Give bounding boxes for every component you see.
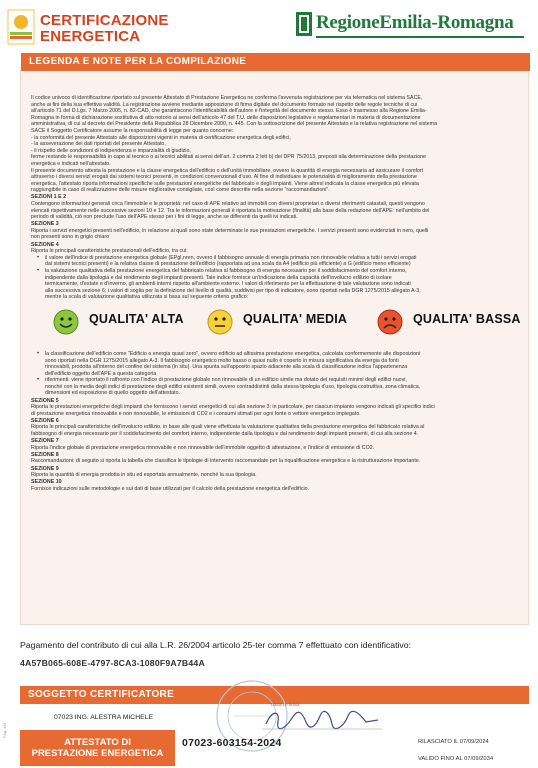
section-8-title: SEZIONE 8 xyxy=(31,451,59,458)
legend-line: Riporta le principali caratteristiche dell'involucro edilizio, in base alle quali viene effettuata la valutazione qualitativa della prestazione energetica del fabbricato relativa al xyxy=(31,424,425,431)
section-3-text xyxy=(31,228,521,241)
legend-line: Il presente documento attesta la prestazione e la classe energetica dell'edificio o dell'unità immobiliare, ovvero la quantità di energia necessaria ad assicurare il comfort xyxy=(31,167,424,174)
validity-dates xyxy=(418,734,493,768)
section-9-title: SEZIONE 9 xyxy=(31,465,59,472)
section-7-title: SEZIONE 7 xyxy=(31,438,59,445)
legend-line: mentre la scala di valutazione qualitativa utilizzata si basa sul seguente criterio grafico: xyxy=(45,294,249,301)
quality-low-label: QUALITA' BASSA xyxy=(413,311,521,326)
happy-face-green-icon xyxy=(53,309,79,335)
signature-icon xyxy=(262,708,382,732)
footer-title-line2: PRESTAZIONE ENERGETICA xyxy=(31,748,164,759)
payment-text: Pagamento del contributo di cui alla L.R. 26/2004 articolo 25-ter comma 7 effettuato con identificativo: xyxy=(20,640,412,650)
legend-line: sono riportati nella DGR 1275/2015 allegato A-3. Il fabbisogno energetico molto basso o quasi nullo è coperto in misura significativa da energia da fonti xyxy=(45,357,399,364)
quality-medium-label: QUALITA' MEDIA xyxy=(243,311,348,326)
sad-face-red-icon xyxy=(377,309,403,335)
legend-line: elencati rispettivamente nelle successive sezioni 10 e 12. Tra le informazioni generali è riportata la motivazione (finalità) alla base della redazione dell'APE: nell'ambito del xyxy=(31,207,430,214)
legend-line: raggiungibile in caso di realizzazione delle misure migliorative consigliate, così come descritte nella sezione "raccomandazioni". xyxy=(31,187,330,194)
legend-title: LEGENDA E NOTE PER LA COMPILAZIONE xyxy=(29,56,247,67)
page-number: Pag. 4/4 xyxy=(2,723,7,738)
legend-text xyxy=(31,95,521,492)
payment-id: 4A57B065-608E-4797-8CA3-1080F9A7B44A xyxy=(20,658,205,668)
legend-line: • riferimenti: viene riportato il raffronto con l'indice di prestazione globale non rinnovabile di un edificio simile ma dotato dei requisiti minimi degli edifici nuovi, xyxy=(45,377,407,384)
legend-line: • il valore dell'indice di prestazione energetica globale (EPgl,nren, ovvero il fabbisogno annuale di energia primaria non rinnovabile relativa a tutti i servizi erogati xyxy=(45,254,417,261)
region-underline xyxy=(316,36,524,38)
section-5-text xyxy=(31,404,521,417)
legend-line: - la conformità del presente Attestato alle disposizioni vigenti in materia di certificazione energetica degli edifici, xyxy=(31,134,291,141)
legend-line: nonché con la media degli indici di prestazione degli edifici esistenti simili, ovvero contraddistinti dalla stessa tipologia d'uso, tipologia costruttiva, zona climatica, xyxy=(45,383,421,390)
section-4-title: SEZIONE 4 xyxy=(31,241,59,248)
legend-line: Contengono informazioni generali circa l'immobile e le proprietà: nel caso di APE relativo ad immobili con diversi proprietari o diversi riferimenti catastali, questi vengono xyxy=(31,201,425,207)
certificazione-energetica-logo xyxy=(6,8,246,48)
section-3-title: SEZIONE 3 xyxy=(31,221,59,228)
legend-line: • la classificazione dell'edificio come "Edificio a energia quasi zero", ovvero edificio ad altissima prestazione energetica, calcolata conformemente alle disposizioni xyxy=(45,350,421,357)
legend-line: Riporta i servizi energetici presenti nell'edificio, in relazione ai quali sono state determinate le sue prestazioni energetiche. I servizi presenti sono evidenziati in nero, quelli xyxy=(31,227,429,234)
quality-high-label: QUALITA' ALTA xyxy=(89,311,184,326)
legend-line: energetica, l'attestato riporta informazioni specifiche sulle prestazioni energetiche del fabbricato e degli impianti. Viene altresì indicata la classe energetica più elevata xyxy=(31,180,419,187)
footer-title-bar xyxy=(20,730,175,766)
certifier-name: 07023 ING. ALESTRA MICHELE xyxy=(54,714,153,721)
logo-title xyxy=(40,13,169,45)
legend-line: attraverso i diversi servizi erogati dai sistemi tecnici presenti, in condizioni convenzionali d'uso. Al fine di individuare le potenzialità di miglioramento della prestazione xyxy=(31,174,417,181)
legend-panel xyxy=(20,56,529,625)
legend-line: • la valutazione qualitativa della prestazione energetica del fabbricato relativa al fabbisogno di energia necessario per il soddisfacimento del comfort interno, xyxy=(45,267,407,274)
legend-line: dell'edificio oggetto dell'APE a questa categoria xyxy=(45,370,157,377)
legend-line: - il rispetto delle condizioni di indipendenza e imparzialità di giudizio, xyxy=(31,147,191,154)
section-9-text: Riporta la quantità di energia prodotta in situ ed esportata annualmente, nonché la sua tipologia. xyxy=(31,472,257,479)
footer-title-line1: ATTESTATO DI xyxy=(64,737,131,748)
signature-label: Timbro e firma xyxy=(270,702,299,707)
section-4-bullet-epgl xyxy=(31,255,521,268)
logo-title-line2: ENERGETICA xyxy=(40,28,141,45)
section-1-2-text xyxy=(31,201,521,221)
section-4-bullet-references xyxy=(31,377,521,397)
section-1-2-title: SEZIONI 1 E 2 xyxy=(31,194,67,201)
valid-until-date: VALIDO FINO AL 07/09/2034 xyxy=(418,756,494,762)
legend-line: rinnovabili, prodotta all'interno del confine del sistema (in situ). Una spunta sull'apposito spazio adiacente alla scala di classificazione indica l'appartenenza xyxy=(45,364,408,371)
quality-scale xyxy=(31,305,521,345)
energy-sun-icon xyxy=(6,8,36,46)
logo-title-line1: CERTIFICAZIONE xyxy=(40,12,169,29)
legend-title-bar xyxy=(21,53,530,71)
legend-line: alla successiva sezione 6; i valori di soglia per la definizione del livello di qualità, suddivisi per tipo di indicatore, sono riportati nella DGR 1275/2015 allegato A-3, xyxy=(45,287,421,294)
regione-emilia-romagna-logo xyxy=(296,10,528,40)
region-name: RegioneEmilia-Romagna xyxy=(316,12,514,33)
legend-line: non presenti sono in grigio chiaro xyxy=(31,234,110,241)
legend-line: energetica e indicati nell'attestato. xyxy=(31,160,111,167)
section-10-title: SEZIONE 10 xyxy=(31,479,62,486)
legend-line: periodo di validità, ciò non preclude l'uso dell'APE stesso per i fini di legge, anche se differenti da quelli ivi indicati. xyxy=(31,214,298,221)
section-6-text xyxy=(31,424,521,437)
legend-line: di prestazione energetica rinnovabile e non rinnovabile, le emissioni di CO2 e i consumi stimati per ogni fonte o vettore energetico impiegato. xyxy=(31,410,361,417)
page-header xyxy=(0,0,538,52)
legend-line: Riporta le prestazioni energetiche degli impianti che forniscono i servizi energetici di cui alla sezione 3: in particolare, per ciascun impianto vengono indicati gli specifici indici xyxy=(31,404,435,411)
section-6-title: SEZIONE 6 xyxy=(31,417,59,424)
certificate-code: 07023-603154-2024 xyxy=(182,737,282,749)
legend-line: ferme restando le responsabilità in capo al tecnico o ai tecnici abilitati ai sensi dell'art. 2 comma 2 lett b) del DPR 75/2013, preposti alla determinazione della prestazione xyxy=(31,154,426,161)
section-4-text: Riporta le principali caratteristiche prestazionali dell'edificio, tra cui: xyxy=(31,248,188,255)
legend-line: termicamente, d'estate e d'inverno, gli ambienti interni rispetto all'ambiente esterno. I valori di riferimento per la effettuazione di tale valutazione sono indicati xyxy=(45,281,411,288)
legend-line: SACE il Soggetto Certificatore assume la responsabilità di legge per quanto concerne: xyxy=(31,127,234,134)
legend-line: amministrativa, di cui al decreto del Presidente della Repubblica 28 Dicembre 2000, n. 445. Con la sottoscrizione del presente Attestato e la relativa registrazione nel sistema xyxy=(31,121,438,128)
section-4-bullet-nzeb xyxy=(31,351,521,377)
section-4-bullet-quality xyxy=(31,268,521,301)
region-emblem-icon xyxy=(296,12,312,36)
legend-line: Il codice univoco di identificazione riportato sul presente Attestato di Prestazione Energetica ne conferma l'avvenuta registrazione per via telematica nel sistema SACE, xyxy=(31,95,423,101)
legend-line: Romagna in forma di dichiarazione sostitutiva di atto notorio ai sensi dell'articolo 47 del T.U. delle disposizioni legislative e regolamentari in materia di documentazione xyxy=(31,114,421,121)
legend-line: indipendente dalla tipologia e dal rendimento degli impianti presenti. Tale indice fornisce un'indicazione della capacità dell'involucro edilizio di isolare xyxy=(45,274,392,281)
issued-date: RILASCIATO IL 07/09/2024 xyxy=(418,739,489,745)
section-5-title: SEZIONE 5 xyxy=(31,397,59,404)
legend-intro xyxy=(31,95,521,194)
legend-line: - la asseverazione dei dati riportati del presente Attestato, xyxy=(31,141,166,148)
section-8-text: Raccomandazioni: di seguito si riporta la tabella che classifica le tipologie di intervento raccomandate per la riqualificazione energetica e la ristrutturazione importante. xyxy=(31,458,421,465)
legend-line: all'articolo 71 del D.Lgs. 7 Marzo 2005, n. 82-CAD, che garantiscono l'identificabilità dell'autore e l'integrità del documento stesso. Esso è trasmesso alla Regione Emilia- xyxy=(31,108,427,115)
section-7-text: Riporta l'indice globale di prestazione energetica rinnovabile e non rinnovabile dell'immobile oggetto di attestazione, e l'indice di emissione di CO2. xyxy=(31,444,375,451)
certifier-title: SOGGETTO CERTIFICATORE xyxy=(28,689,175,700)
legend-line: dimensioni ed esposizione di quello oggetto dell'attestato. xyxy=(45,390,180,397)
neutral-face-yellow-icon xyxy=(207,309,233,335)
legend-line: fabbisogno di energia necessario per il soddisfacimento del comfort interno, indipendente dalla tipologia e dal rendimento degli impianti presenti, di cui alla sezione 4. xyxy=(31,431,419,438)
legend-line: dai sistemi tecnici presenti) e la relativa classe di prestazione dell'edificio (rapportata ad una scala da A4 (edificio più efficiente) a G (edificio meno efficiente) xyxy=(45,261,411,268)
legend-line: anche ai fini della sua effettiva validità. La registrazione avviene mediante apposizione di firma digitale del documento formato nel rispetto delle regole tecniche di cui xyxy=(31,101,418,108)
section-10-text: Fornisce indicazioni sulle metodologie e sui dati di base utilizzati per il calcolo della prestazione energetica dell'edificio. xyxy=(31,485,310,492)
